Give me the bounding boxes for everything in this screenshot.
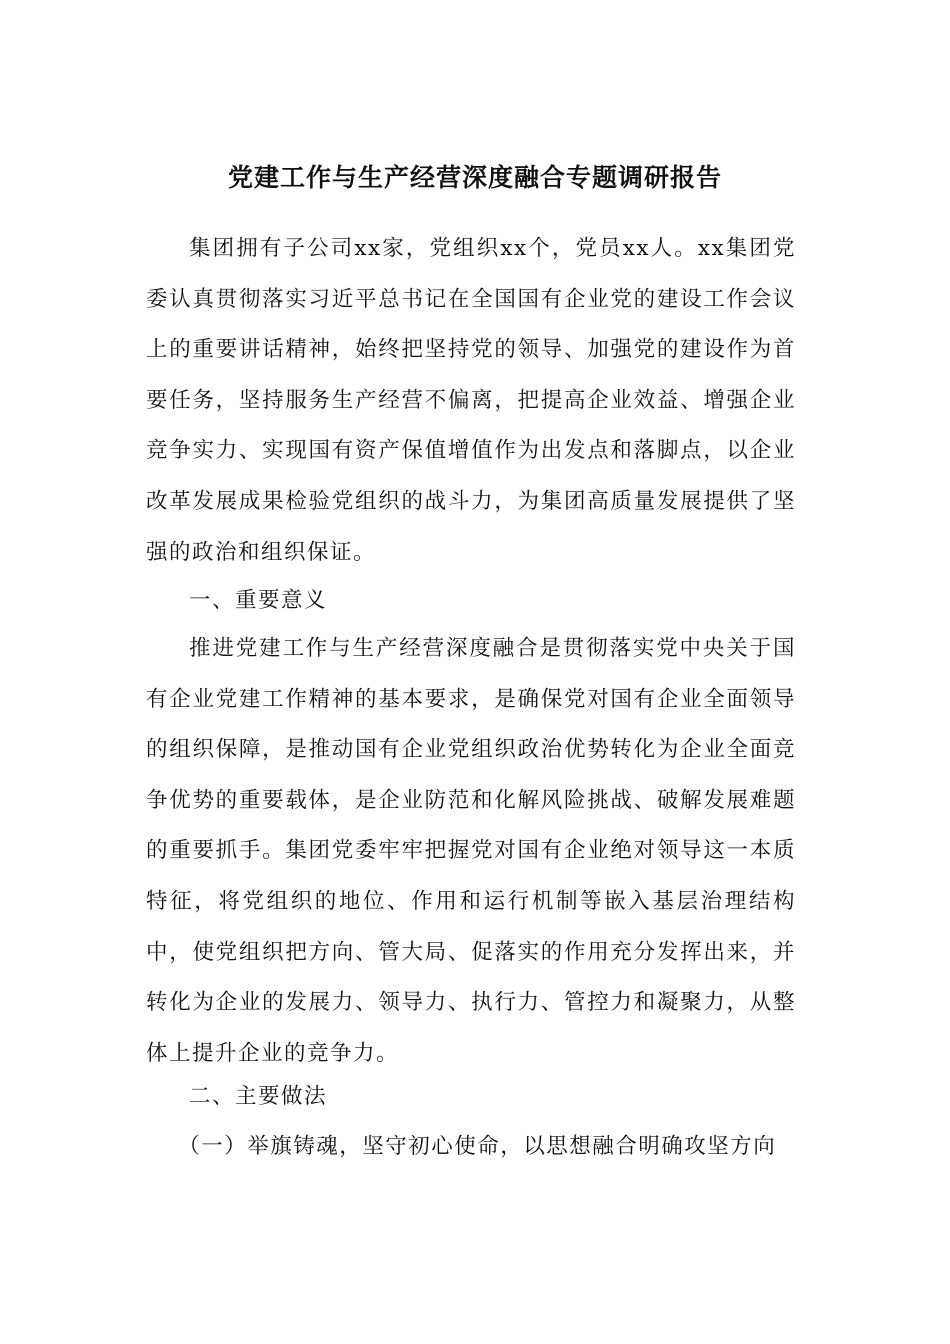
subsection-heading-1: （一）举旗铸魂，坚守初心使命，以思想融合明确攻坚方向 xyxy=(178,1134,777,1159)
document-title: 党建工作与生产经营深度融合专题调研报告 xyxy=(227,163,722,192)
section-heading-significance: 一、重要意义 xyxy=(189,588,328,613)
intro-paragraph: 集团拥有子公司xx家，党组织xx个，党员xx人。xx集团党委认真贯彻落实习近平总书记在全国国有企业党的建设工作会议上的重要讲话精神，始终把坚持党的领导、加强党的建设作为首要任务，坚持服务生产经营不偏离，把提高企业效益、增强企业竞争实力、实现国有资产保值增值作为出发点和落脚点，以企业改革发展成果检验党组织的战斗力，为集团高质量发展提供了坚强的政治和组织保证。 xyxy=(146,236,796,565)
significance-paragraph: 推进党建工作与生产经营深度融合是贯彻落实党中央关于国有企业党建工作精神的基本要求，是确保党对国有企业全面领导的组织保障，是推动国有企业党组织政治优势转化为企业全面竞争优势的重要载体，是企业防范和化解风险挑战、破解发展难题的重要抓手。集团党委牢牢把握党对国有企业绝对领导这一本质特征，将党组织的地位、作用和运行机制等嵌入基层治理结构中，使党组织把方向、管大局、促落实的作用充分发挥出来，并转化为企业的发展力、领导力、执行力、管控力和凝聚力，从整体上提升企业的竞争力。 xyxy=(146,636,796,1066)
section-heading-practices: 二、主要做法 xyxy=(189,1084,328,1109)
